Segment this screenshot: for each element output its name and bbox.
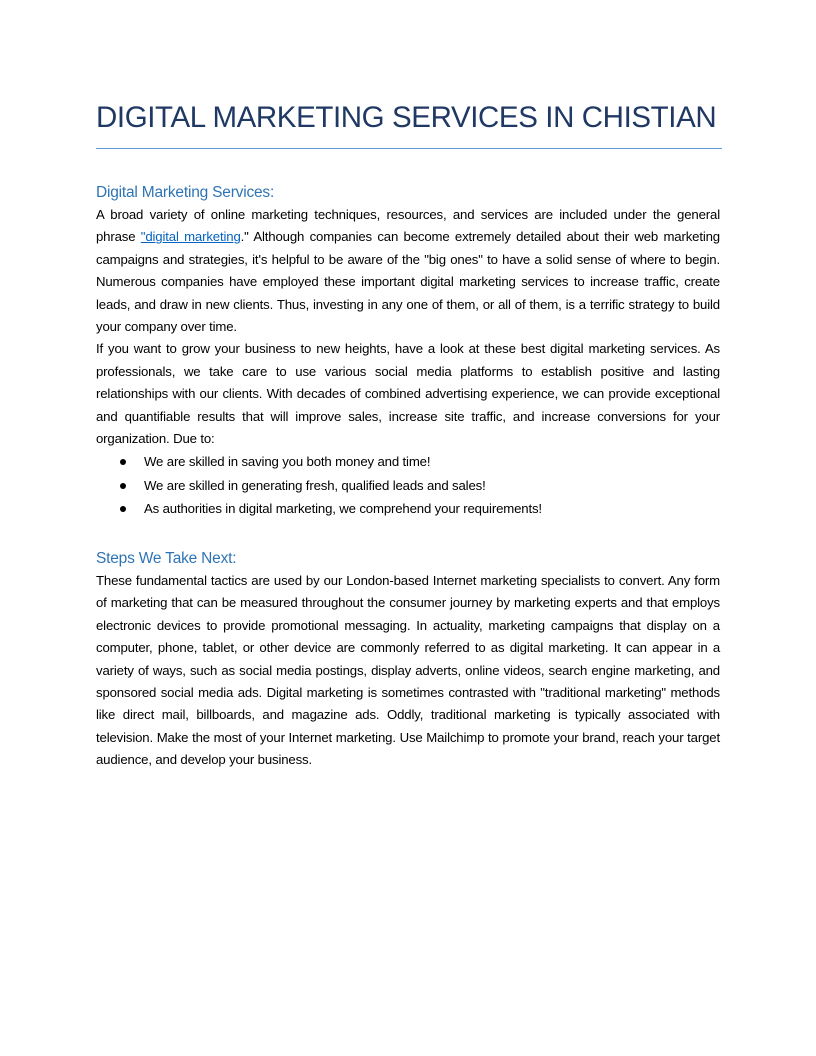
list-item — [144, 474, 720, 498]
title-divider — [96, 148, 722, 149]
bullet-icon — [120, 459, 126, 465]
benefits-list — [96, 450, 720, 521]
bullet-icon — [120, 483, 126, 489]
section-heading-steps-we-take-next: Steps We Take Next: — [96, 549, 237, 567]
list-item-text: As authorities in digital marketing, we comprehend your requirements! — [144, 501, 542, 517]
section2-paragraph: These fundamental tactics are used by our London-based Internet marketing specialists to convert. Any form of marketing that can be measured throughout the consumer journey by marketing experts and that employs electronic devices to provide promotional messaging. In actuality, marketing campaigns that display on a computer, phone, tablet, or other device are commonly referred to as digital marketing. It can appear in a variety of ways, such as social media postings, display adverts, online videos, search engine marketing, and sponsored social media ads. Digital marketing is sometimes contrasted with "traditional marketing" methods like direct mail, billboards, and magazine ads. Oddly, traditional marketing is typically associated with television. Make the most of your Internet marketing. Use Mailchimp to promote your brand, reach your target audience, and develop your business. — [96, 572, 720, 768]
section-heading-digital-marketing-services: Digital Marketing Services: — [96, 184, 275, 201]
list-item-text: We are skilled in generating fresh, qualified leads and sales! — [144, 477, 486, 493]
digital-marketing-link[interactable]: "digital marketing — [140, 229, 241, 245]
paragraph-text: A broad variety of online marketing techniques, resources, and services are included under the general phrase — [96, 207, 720, 245]
list-item — [144, 497, 720, 521]
list-item-text: We are skilled in saving you both money and time! — [144, 454, 431, 470]
bullet-icon — [120, 506, 126, 512]
section1-paragraph-1 — [96, 204, 720, 338]
document-title: DIGITAL MARKETING SERVICES IN CHISTIAN — [96, 101, 717, 134]
paragraph-text: ." Although companies can become extremely detailed about their web marketing campaigns and strategies, it's helpful to be aware of the "big ones" to have a solid sense of where to begin. Numerous companies have employed these important digital marketing services to increase traffic, create leads, and draw in new clients. Thus, investing in any one of them, or all of them, is a terrific strategy to build your company over time. — [96, 229, 720, 335]
section1-paragraph-2: If you want to grow your business to new heights, have a look at these best digital marketing services. As professionals, we take care to use various social media platforms to establish positive and lasting relationships with our clients. With decades of combined advertising experience, we can provide exceptional and quantifiable results that will improve sales, increase site traffic, and increase conversions for your organization. Due to: — [96, 341, 720, 447]
document-page — [96, 98, 720, 772]
list-item — [144, 450, 720, 474]
